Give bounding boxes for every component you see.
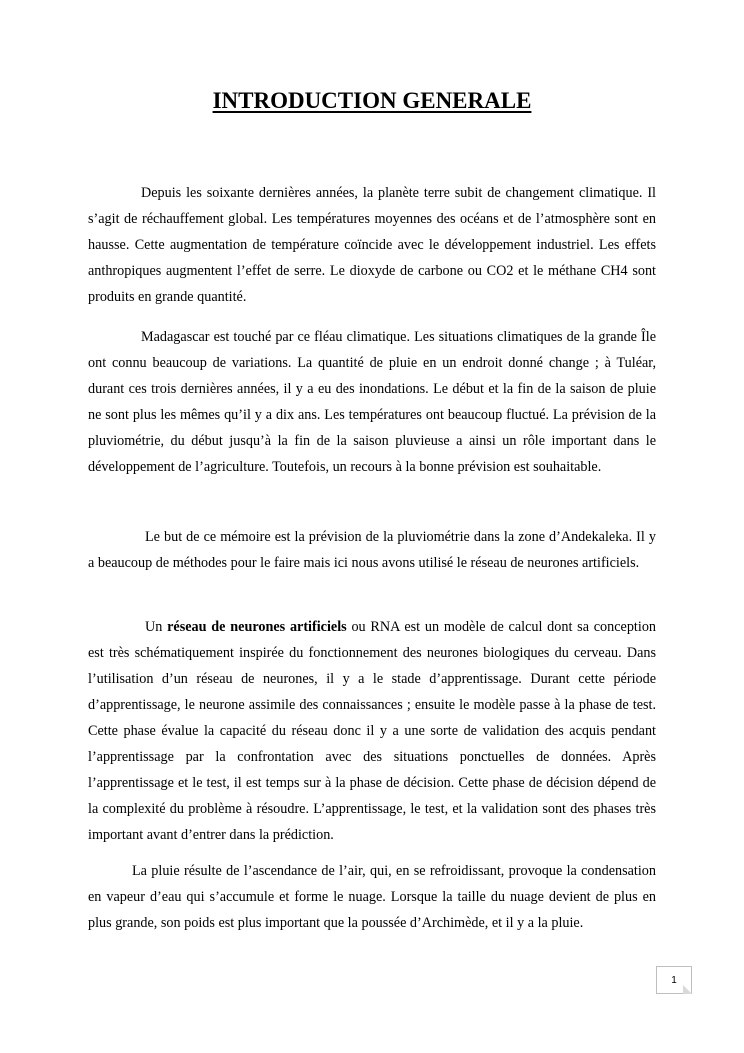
page-number: 1 xyxy=(671,974,677,986)
paragraph-rain-formation: La pluie résulte de l’ascendance de l’air, qui, en se refroidissant, provoque la condensation en vapeur d’eau qui s’accumule et forme le nuage. Lorsque la taille du nuage devient de plus en plus grande, son poids est plus important que la poussée d’Archimède, et il y a la pluie. xyxy=(88,863,656,931)
paragraph-neural-network-body: ou RNA est un modèle de calcul dont sa conception est très schématiquement inspirée du fonctionnement des neurones biologiques du cerveau. Dans l’utilisation d’un réseau de neurones, il y a le stade d’apprentissage. Durant cette période d’apprentissage, le neurone assimile des connaissances ; ensuite le modèle passe à la phase de test. Cette phase évalue la capacité du réseau donc il y a une sorte de validation des acquis pendant l’apprentissage par la confrontation avec des situations ponctuelles de données. Après l’apprentissage et le test, il est temps sur à la phase de décision. Cette phase de décision dépend de la complexité du problème à résoudre. L’apprentissage, le test, et la validation sont des phases très important avant d’entrer dans la prédiction. xyxy=(88,619,657,843)
paragraph-neural-network-term: réseau de neurones artificiels xyxy=(167,619,347,635)
paragraph-climate-change: Depuis les soixante dernières années, la planète terre subit de changement climatique. Il s’agit de réchauffement global. Les températures moyennes des océans et de l’atmosphère sont en hausse. Cette augmentation de température coïncide avec le développement industriel. Les effets anthropiques augmentent l’effet de serre. Le dioxyde de carbone ou CO2 et le méthane CH4 sont produits en grande quantité. xyxy=(88,185,656,305)
page-number-box xyxy=(656,966,692,994)
paragraph-thesis-goal: Le but de ce mémoire est la prévision de la pluviométrie dans la zone d’Andekaleka. Il y a beaucoup de méthodes pour le faire mais ici nous avons utilisé le réseau de neurones artificiels. xyxy=(88,529,656,571)
paragraph-madagascar: Madagascar est touché par ce fléau climatique. Les situations climatiques de la grande Île ont connu beaucoup de variations. La quantité de pluie en un endroit donné change ; à Tuléar, durant ces trois dernières années, il y a eu des inondations. Le début et la fin de la saison de pluie ne sont plus les mêmes qu’il y a dix ans. Les températures ont beaucoup fluctué. La prévision de la pluviométrie, du début jusqu’à la fin de la saison pluvieuse a ainsi un rôle important dans le développement de l’agriculture. Toutefois, un recours à la bonne prévision est souhaitable. xyxy=(88,329,656,475)
paragraph-neural-network xyxy=(88,614,656,848)
page-title: INTRODUCTION GENERALE xyxy=(212,88,532,113)
paragraph-neural-network-intro: Un xyxy=(145,619,168,635)
